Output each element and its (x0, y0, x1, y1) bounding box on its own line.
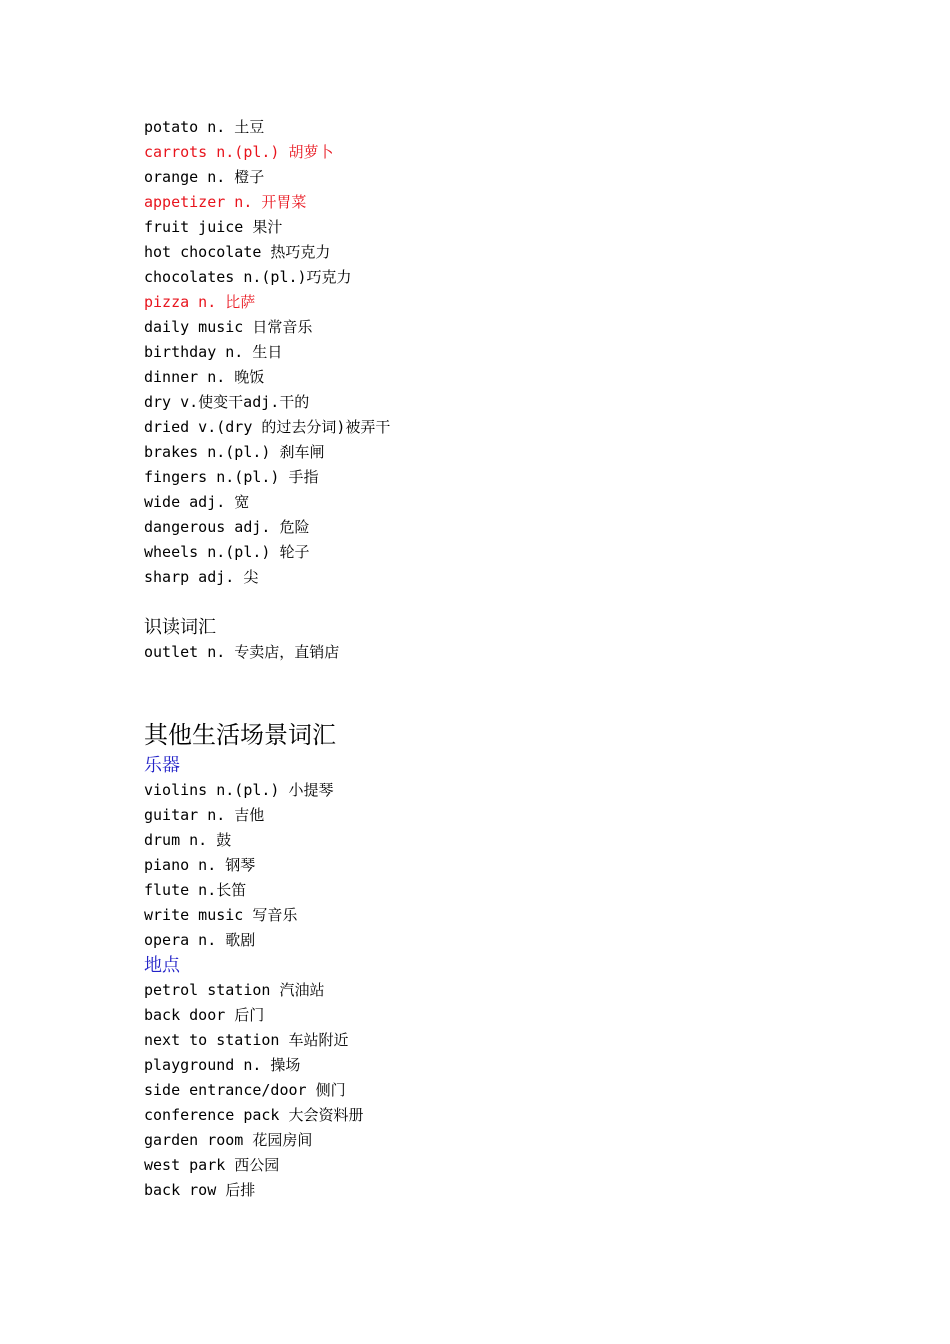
vocab-item: garden room 花园房间 (144, 1131, 313, 1149)
vocab-item-highlighted: carrots n.(pl.) 胡萝卜 (144, 143, 334, 161)
vocab-item: orange n. 橙子 (144, 168, 265, 186)
vocab-item: dinner n. 晚饭 (144, 368, 265, 386)
vocab-item: next to station 车站附近 (144, 1031, 349, 1049)
document-page (144, 115, 844, 1203)
other-scenes-section (144, 717, 844, 1203)
vocab-item: write music 写音乐 (144, 906, 298, 924)
places-heading: 地点 (144, 955, 180, 976)
vocab-item: dangerous adj. 危险 (144, 518, 310, 536)
vocab-item: chocolates n.(pl.)巧克力 (144, 268, 352, 286)
vocab-item: brakes n.(pl.) 刹车闸 (144, 443, 325, 461)
vocab-item: dried v.(dry 的过去分词)被弄干 (144, 418, 391, 436)
vocab-item: west park 西公园 (144, 1156, 280, 1174)
vocab-item-highlighted: pizza n. 比萨 (144, 293, 256, 311)
vocab-item: guitar n. 吉他 (144, 806, 265, 824)
vocab-item: violins n.(pl.) 小提琴 (144, 781, 334, 799)
vocab-item: conference pack 大会资料册 (144, 1106, 364, 1124)
instruments-heading: 乐器 (144, 755, 180, 776)
vocab-item: daily music 日常音乐 (144, 318, 313, 336)
vocab-item: back row 后排 (144, 1181, 256, 1199)
vocab-item: back door 后门 (144, 1006, 265, 1024)
vocab-item: piano n. 钢琴 (144, 856, 256, 874)
vocab-item: fruit juice 果汁 (144, 218, 283, 236)
reading-vocab-heading: 识读词汇 (144, 617, 216, 638)
vocab-item-highlighted: appetizer n. 开胃菜 (144, 193, 307, 211)
vocab-item: outlet n. 专卖店，直销店 (144, 643, 340, 661)
spacer (144, 590, 844, 615)
vocab-list-section-1 (144, 115, 844, 590)
vocab-item: wide adj. 宽 (144, 493, 250, 511)
vocab-item: petrol station 汽油站 (144, 981, 325, 999)
vocab-item: flute n.长笛 (144, 881, 247, 899)
vocab-item: drum n. 鼓 (144, 831, 232, 849)
vocab-item: birthday n. 生日 (144, 343, 283, 361)
vocab-item: wheels n.(pl.) 轮子 (144, 543, 310, 561)
reading-vocab-section (144, 615, 844, 665)
vocab-item: potato n. 土豆 (144, 118, 265, 136)
other-scenes-heading: 其他生活场景词汇 (144, 721, 336, 749)
vocab-item: dry v.使变干adj.干的 (144, 393, 310, 411)
spacer (144, 665, 844, 717)
vocab-item: hot chocolate 热巧克力 (144, 243, 331, 261)
places-subsection (144, 953, 844, 1203)
vocab-item: opera n. 歌剧 (144, 931, 256, 949)
vocab-item: fingers n.(pl.) 手指 (144, 468, 319, 486)
vocab-item: sharp adj. 尖 (144, 568, 259, 586)
vocab-item: playground n. 操场 (144, 1056, 301, 1074)
instruments-subsection (144, 753, 844, 953)
vocab-item: side entrance/door 侧门 (144, 1081, 346, 1099)
